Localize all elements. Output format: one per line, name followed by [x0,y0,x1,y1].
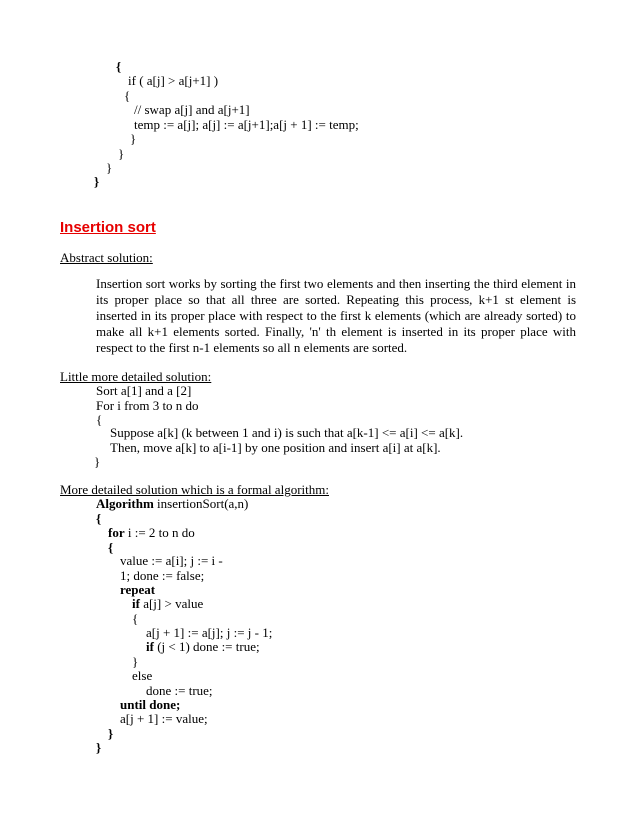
code-brace: { [132,611,139,626]
code-line: done := true; [146,683,213,698]
until-line: until done; [120,697,181,712]
code-brace: } [106,160,113,175]
code-brace: } [108,726,114,741]
code-brace: { [116,59,122,74]
keyword: if [132,596,140,611]
code-brace: } [94,174,100,189]
keyword: for [108,525,125,540]
step-line: Suppose a[k] (k between 1 and i) is such that a[k-1] <= a[i] <= a[k]. [110,425,464,440]
keyword: repeat [120,582,156,597]
code-line: if ( a[j] > a[j+1] ) [128,73,219,88]
step-line: Then, move a[k] to a[i-1] by one position and insert a[i] at a[k]. [110,440,441,455]
abstract-paragraph: Insertion sort works by sorting the first two elements and then inserting the third element in its proper place so that all three are sorted. Repeating this process, k+1 st element is inserted in its proper place with respect to the first k elements (which are already sorted) to make all k+1 elements sorted. Finally, 'n' th element is inserted in its proper place with respect to the first n-1 elements so all n elements are sorted. [96,276,576,355]
if-line [146,639,260,654]
algorithm-signature [96,496,248,511]
code-brace: { [108,540,114,555]
code-brace: } [118,146,125,161]
step-line: For i from 3 to n do [96,398,199,413]
keyword: if [146,639,154,654]
for-line [108,525,195,540]
code-brace: } [132,654,139,669]
if-line [132,596,203,611]
step-brace: } [94,454,101,469]
code-line: 1; done := false; [120,568,205,583]
step-brace: { [96,412,103,427]
if-text: (j < 1) done := true; [153,639,260,654]
code-brace: } [96,740,102,755]
for-text: i := 2 to n do [124,525,195,540]
code-brace: { [96,511,102,526]
code-brace: } [130,131,137,146]
signature-text: insertionSort(a,n) [153,496,249,511]
code-line: else [132,668,153,683]
code-comment: // swap a[j] and a[j+1] [134,102,250,117]
code-line: temp := a[j]; a[j] := a[j+1];a[j + 1] := temp; [134,117,359,132]
section-heading: Insertion sort [60,219,156,236]
if-text: a[j] > value [139,596,204,611]
formal-label: More detailed solution which is a formal algorithm: [60,482,329,497]
little-detail-label: Little more detailed solution: [60,369,212,384]
code-line: value := a[i]; j := i - [120,553,223,568]
keyword: Algorithm [96,496,154,511]
code-line: a[j + 1] := a[j]; j := j - 1; [146,625,273,640]
code-line: a[j + 1] := value; [120,711,208,726]
code-brace: { [124,88,131,103]
abstract-label: Abstract solution: [60,250,153,265]
step-line: Sort a[1] and a [2] [96,383,192,398]
